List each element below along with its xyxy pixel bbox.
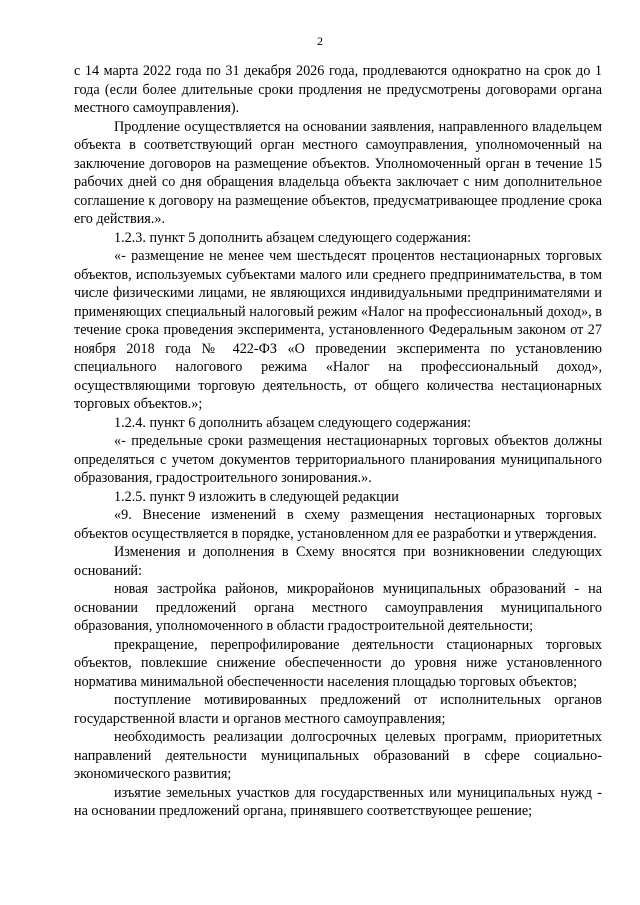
paragraph-changes-grounds: Изменения и дополнения в Схему вносятся при возникновении следующих оснований: [74,544,602,579]
paragraph-item-1-2-4: 1.2.4. пункт 6 дополнить абзацем следующего содержания: [114,414,472,431]
document-body [74,62,602,821]
paragraph-ground-proposals: поступление мотивированных предложений от исполнительных органов государственной власти и органов местного самоуправления; [74,692,602,727]
paragraph-item-1-2-3: 1.2.3. пункт 5 дополнить абзацем следующего содержания: [114,229,472,246]
paragraph-placement-sixty-percent: «- размещение не менее чем шестьдесят процентов нестационарных торговых объектов, используемых субъектами малого или среднего предпринимательства, в том числе физическими лицами, не являющихся индивидуальными предпринимателями и применяющих специальный налоговый режим «Налог на профессиональный доход», в течение срока проведения эксперимента, установленного Федеральным законом от 27 ноября 2018 года № 422-ФЗ «О проведении эксперимента по установлению специального налогового режима «Налог на профессиональный доход», осуществляющими торговую деятельность, от общего количества нестационарных торговых объектов.»; [74,248,602,412]
paragraph-ground-land-seizure: изъятие земельных участков для государственных или муниципальных нужд - на основании предложений органа, принявшего соответствующее решение; [74,784,602,819]
paragraph-point-9: «9. Внесение изменений в схему размещения нестационарных торговых объектов осуществляется в порядке, установленном для ее разработки и утверждения. [74,507,602,542]
paragraph-extension-procedure: Продление осуществляется на основании заявления, направленного владельцем объекта в соответствующий орган местного самоуправления, уполномоченный на заключение договоров на размещение объектов. Уполномоченный орган в течение 15 рабочих дней со дня обращения владельца объекта заключает с ним дополнительное соглашение к договору на размещение объектов, предусматривающее продление срока его действия.». [74,118,602,227]
paragraph-item-1-2-5: 1.2.5. пункт 9 изложить в следующей редакции [114,488,399,505]
page-number: 2 [317,34,323,48]
paragraph-placement-terms: «- предельные сроки размещения нестационарных торговых объектов должны определяться с учетом документов территориального планирования муниципального образования, градостроительного зонирования.». [74,433,602,486]
paragraph-ground-termination: прекращение, перепрофилирование деятельности стационарных торговых объектов, повлекшие снижение обеспеченности до уровня ниже установленного норматива минимальной обеспеченности населения площадью торговых объектов; [74,636,602,690]
paragraph-ground-programs: необходимость реализации долгосрочных целевых программ, приоритетных направлений деятельности муниципальных образований в сфере социально-экономического развития; [74,729,602,782]
paragraph-extension-term: с 14 марта 2022 года по 31 декабря 2026 года, продлеваются однократно на срок до 1 года (если более длительные сроки продления не предусмотрены договорами органа местного самоуправления). [74,63,602,116]
paragraph-ground-new-construction: новая застройка районов, микрорайонов муниципальных образований - на основании предложений органа местного самоуправления муниципального образования, уполномоченного в области градостроительной деятельности; [74,581,602,634]
